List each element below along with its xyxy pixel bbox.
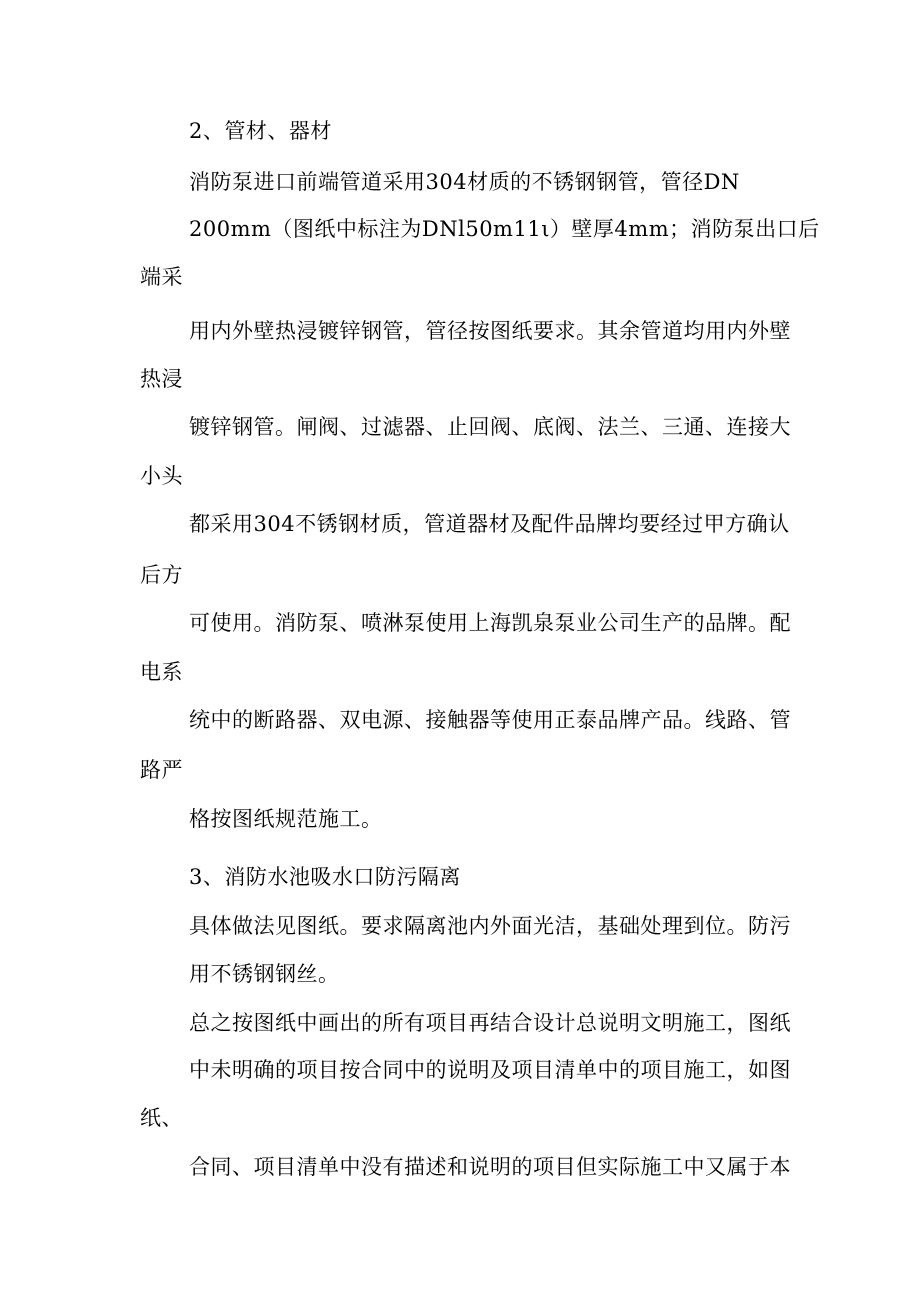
paragraph-line: 用内外壁热浸镀锌钢管，管径按图纸要求。其余管道均用内外壁 — [189, 319, 791, 343]
paragraph-line: 总之按图纸中画出的所有项目再结合设计总说明文明施工，图纸 — [189, 1011, 791, 1035]
paragraph-line: 纸、 — [140, 1106, 183, 1130]
paragraph-line: 镀锌钢管。闸阀、过滤器、止回阀、底阀、法兰、三通、连接大 — [189, 415, 791, 439]
paragraph-line: 端采 — [140, 265, 183, 289]
section-heading-2: 2、管材、器材 — [189, 119, 332, 143]
paragraph-line: 都采用304不锈钢材质，管道器材及配件品牌均要经过甲方确认 — [189, 512, 790, 536]
paragraph-line: 格按图纸规范施工。 — [189, 807, 383, 831]
paragraph-line: 合同、项目清单中没有描述和说明的项目但实际施工中又属于本 — [189, 1155, 791, 1179]
paragraph-line: 后方 — [140, 563, 183, 587]
paragraph-line: 用不锈钢钢丝。 — [189, 962, 340, 986]
paragraph-line: 统中的断路器、双电源、接触器等使用正泰品牌产品。线路、管 — [189, 708, 791, 732]
paragraph-line: 路严 — [140, 758, 183, 782]
paragraph-line: 具体做法见图纸。要求隔离池内外面光洁，基础处理到位。防污 — [189, 914, 791, 938]
paragraph-line: 消防泵进口前端管道采用304材质的不锈钢钢管，管径DN — [189, 170, 740, 194]
paragraph-line: 中未明确的项目按合同中的说明及项目清单中的项目施工，如图 — [189, 1058, 791, 1082]
paragraph-line: 热浸 — [140, 367, 183, 391]
paragraph-line: 电系 — [140, 660, 183, 684]
paragraph-line: 200mm（图纸中标注为DNl50m11ι）壁厚4mm；消防泵出口后 — [189, 217, 820, 241]
paragraph-line: 可使用。消防泵、喷淋泵使用上海凯泉泵业公司生产的品牌。配 — [189, 611, 791, 635]
section-heading-3: 3、消防水池吸水口防污隔离 — [189, 865, 461, 889]
paragraph-line: 小头 — [140, 464, 183, 488]
